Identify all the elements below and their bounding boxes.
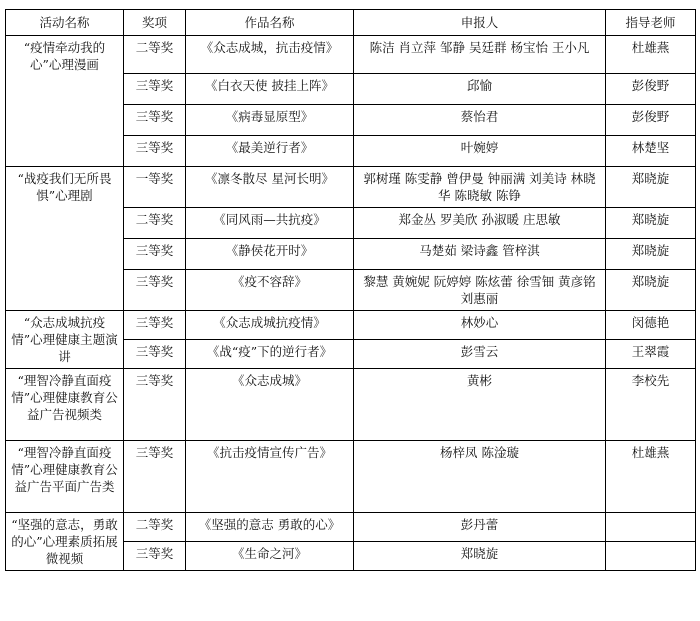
- activity-name: “理智冷静直面疫情”心理健康教育公益广告视频类: [6, 369, 124, 441]
- award-cell: 二等奖: [124, 36, 186, 74]
- awards-body: [6, 36, 696, 571]
- activity-name: “战疫我们无所畏惧”心理剧: [6, 167, 124, 311]
- applicant-names: 林妙心: [354, 311, 606, 340]
- applicant-names: 马楚茹 梁诗鑫 管梓淇: [354, 239, 606, 270]
- applicant-names: 彭雪云: [354, 340, 606, 369]
- advisor-name: 郑晓旋: [606, 239, 696, 270]
- award-cell: 三等奖: [124, 311, 186, 340]
- table-row: [6, 311, 696, 340]
- header-award: 奖项: [124, 10, 186, 36]
- award-cell: 三等奖: [124, 340, 186, 369]
- applicant-names: 陈洁 肖立萍 邹静 吴廷群 杨宝怡 王小凡: [354, 36, 606, 74]
- award-cell: 三等奖: [124, 239, 186, 270]
- advisor-name: 李校先: [606, 369, 696, 441]
- activity-name: “疫情牵动我的心”心理漫画: [6, 36, 124, 167]
- activity-name: “众志成城抗疫情”心理健康主题演讲: [6, 311, 124, 369]
- work-title: 《静侯花开时》: [186, 239, 354, 270]
- activity-name: “理智冷静直面疫情”心理健康教育公益广告平面广告类: [6, 441, 124, 513]
- header-advisor: 指导老师: [606, 10, 696, 36]
- award-cell: 一等奖: [124, 167, 186, 208]
- work-title: 《病毒显原型》: [186, 105, 354, 136]
- work-title: 《坚强的意志 勇敢的心》: [186, 513, 354, 542]
- table-row: [6, 441, 696, 513]
- advisor-name: 杜雄燕: [606, 441, 696, 513]
- advisor-name: 郑晓旋: [606, 208, 696, 239]
- work-title: 《生命之河》: [186, 542, 354, 571]
- applicant-names: 郭树瑾 陈雯静 曾伊曼 钟丽满 刘美诗 林晓华 陈晓敏 陈铮: [354, 167, 606, 208]
- work-title: 《凛冬散尽 星河长明》: [186, 167, 354, 208]
- table-row: [6, 167, 696, 208]
- award-cell: 三等奖: [124, 105, 186, 136]
- advisor-name: [606, 542, 696, 571]
- award-cell: 二等奖: [124, 513, 186, 542]
- applicant-names: 黄彬: [354, 369, 606, 441]
- work-title: 《战“疫”下的逆行者》: [186, 340, 354, 369]
- award-cell: 三等奖: [124, 441, 186, 513]
- applicant-names: 杨梓凤 陈淦璇: [354, 441, 606, 513]
- advisor-name: 彭俊野: [606, 74, 696, 105]
- applicant-names: 叶婉婷: [354, 136, 606, 167]
- advisor-name: 彭俊野: [606, 105, 696, 136]
- advisor-name: 杜雄燕: [606, 36, 696, 74]
- advisor-name: 郑晓旋: [606, 270, 696, 311]
- work-title: 《最美逆行者》: [186, 136, 354, 167]
- header-applicant: 申报人: [354, 10, 606, 36]
- header-activity: 活动名称: [6, 10, 124, 36]
- header-work: 作品名称: [186, 10, 354, 36]
- award-cell: 三等奖: [124, 270, 186, 311]
- table-row: [6, 513, 696, 542]
- applicant-names: 黎慧 黄婉妮 阮婷婷 陈炫蕾 徐雪钿 黄彦铭 刘惠丽: [354, 270, 606, 311]
- award-cell: 二等奖: [124, 208, 186, 239]
- advisor-name: [606, 513, 696, 542]
- awards-table: [5, 9, 696, 571]
- advisor-name: 闵德艳: [606, 311, 696, 340]
- work-title: 《疫不容辞》: [186, 270, 354, 311]
- advisor-name: 林楚坚: [606, 136, 696, 167]
- work-title: 《同风雨—共抗疫》: [186, 208, 354, 239]
- header-row: [6, 10, 696, 36]
- applicant-names: 彭丹蕾: [354, 513, 606, 542]
- advisor-name: 王翠霞: [606, 340, 696, 369]
- award-cell: 三等奖: [124, 136, 186, 167]
- applicant-names: 邱愉: [354, 74, 606, 105]
- work-title: 《抗击疫情宣传广告》: [186, 441, 354, 513]
- table-row: [6, 36, 696, 74]
- applicant-names: 郑晓旋: [354, 542, 606, 571]
- award-cell: 三等奖: [124, 542, 186, 571]
- work-title: 《白衣天使 披挂上阵》: [186, 74, 354, 105]
- work-title: 《众志成城抗疫情》: [186, 311, 354, 340]
- award-cell: 三等奖: [124, 369, 186, 441]
- work-title: 《众志成城，抗击疫情》: [186, 36, 354, 74]
- advisor-name: 郑晓旋: [606, 167, 696, 208]
- table-row: [6, 369, 696, 441]
- work-title: 《众志成城》: [186, 369, 354, 441]
- applicant-names: 蔡怡君: [354, 105, 606, 136]
- applicant-names: 郑金丛 罗美欣 孙淑暖 庄思敏: [354, 208, 606, 239]
- award-cell: 三等奖: [124, 74, 186, 105]
- activity-name: “坚强的意志，勇敢的心”心理素质拓展微视频: [6, 513, 124, 571]
